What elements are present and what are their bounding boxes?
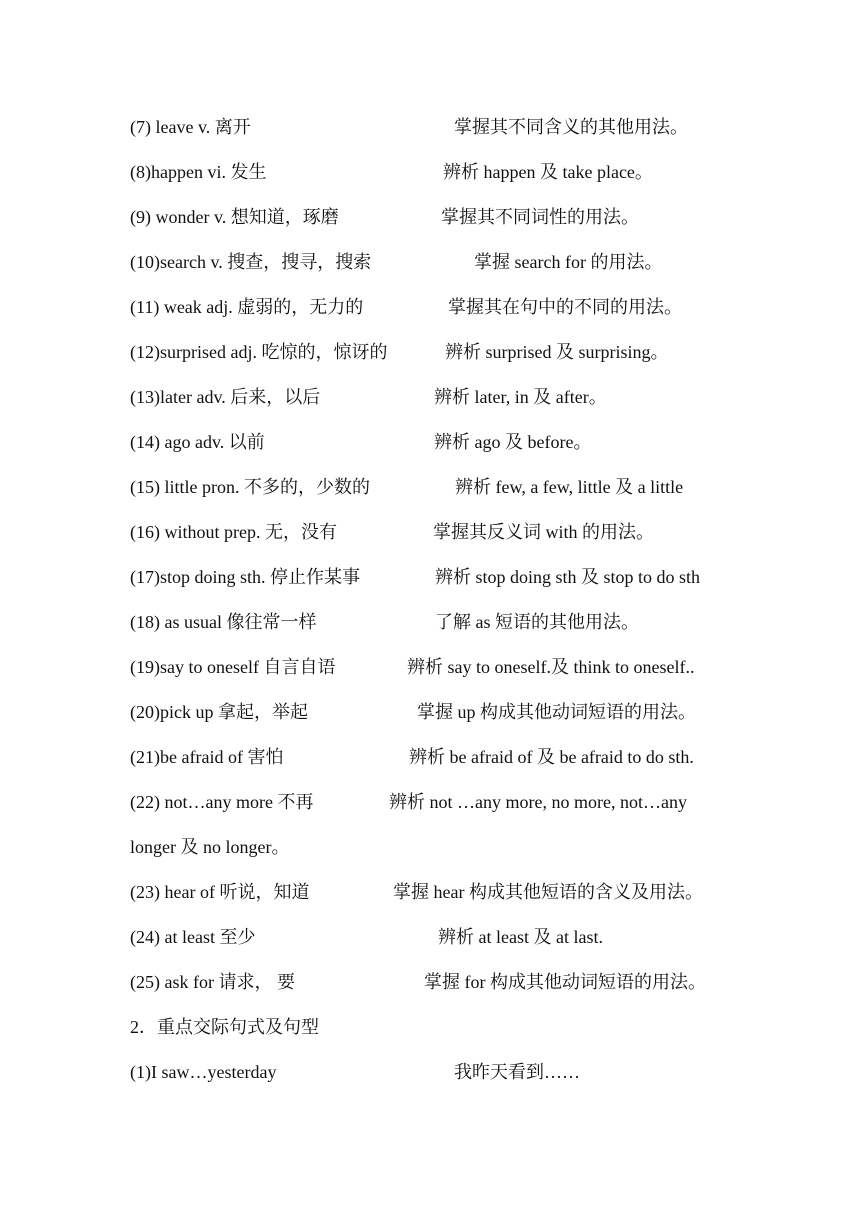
vocab-item: [130, 382, 750, 412]
vocab-term: (21)be afraid of 害怕: [130, 747, 284, 767]
vocab-term: (23) hear of 听说，知道: [130, 882, 310, 902]
vocab-item: [130, 742, 750, 772]
vocab-note: 辨析 not …any more, no more, not…any: [389, 792, 687, 812]
section-heading: [130, 1012, 750, 1042]
vocab-term: (24) at least 至少: [130, 927, 256, 947]
vocab-item: [130, 247, 750, 277]
vocab-item: [130, 472, 750, 502]
sentence-item: [130, 1057, 750, 1087]
vocab-term: (13)later adv. 后来，以后: [130, 387, 321, 407]
vocab-note: 掌握其在句中的不同的用法。: [448, 297, 682, 317]
vocab-note: 辨析 few, a few, little 及 a little: [455, 477, 684, 497]
vocab-item: [130, 112, 750, 142]
vocab-item: [130, 202, 750, 232]
vocab-item: [130, 697, 750, 727]
vocab-term: (8)happen vi. 发生: [130, 162, 267, 182]
vocab-note: 辨析 surprised 及 surprising。: [445, 342, 669, 362]
vocab-term: (10)search v. 搜查，搜寻，搜索: [130, 252, 372, 272]
vocab-term: longer 及 no longer。: [130, 837, 290, 857]
vocab-note: 辨析 stop doing sth 及 stop to do sth: [435, 567, 701, 587]
vocab-term: (19)say to oneself 自言自语: [130, 657, 336, 677]
vocab-item: [130, 877, 750, 907]
vocab-item: [130, 292, 750, 322]
vocab-term: (11) weak adj. 虚弱的，无力的: [130, 297, 364, 317]
vocab-note: 辨析 say to oneself.及 think to oneself..: [407, 657, 695, 677]
vocab-term: (15) little pron. 不多的，少数的: [130, 477, 370, 497]
vocab-term: (25) ask for 请求， 要: [130, 972, 295, 992]
vocab-note: 掌握 hear 构成其他短语的含义及用法。: [393, 882, 703, 902]
vocab-note: 掌握其不同含义的其他用法。: [454, 117, 688, 137]
vocab-term: (22) not…any more 不再: [130, 792, 314, 812]
vocab-term: (17)stop doing sth. 停止作某事: [130, 567, 361, 587]
vocab-item: [130, 967, 750, 997]
sentence-meaning: 我昨天看到……: [454, 1062, 580, 1082]
vocab-note: 辨析 at least 及 at last.: [438, 927, 603, 947]
vocab-item-continuation: [130, 832, 750, 862]
vocab-note: 掌握 up 构成其他动词短语的用法。: [417, 702, 696, 722]
vocab-note: 掌握其不同词性的用法。: [441, 207, 639, 227]
vocab-note: 掌握 for 构成其他动词短语的用法。: [424, 972, 706, 992]
vocab-item: [130, 652, 750, 682]
vocab-note: 辨析 be afraid of 及 be afraid to do sth.: [409, 747, 694, 767]
vocab-item: [130, 157, 750, 187]
vocab-note: 辨析 later, in 及 after。: [434, 387, 607, 407]
vocab-item: [130, 337, 750, 367]
vocab-note: 掌握其反义词 with 的用法。: [433, 522, 654, 542]
vocab-item: [130, 607, 750, 637]
vocab-term: (20)pick up 拿起，举起: [130, 702, 308, 722]
vocab-item: [130, 517, 750, 547]
vocab-term: (18) as usual 像往常一样: [130, 612, 317, 632]
vocab-item: [130, 562, 750, 592]
vocab-note: 辨析 ago 及 before。: [434, 432, 592, 452]
vocab-item: [130, 427, 750, 457]
sentence-pattern: (1)I saw…yesterday: [130, 1062, 277, 1082]
vocab-note: 了解 as 短语的其他用法。: [435, 612, 639, 632]
vocab-term: (7) leave v. 离开: [130, 117, 251, 137]
vocab-item: [130, 922, 750, 952]
vocab-term: (9) wonder v. 想知道，琢磨: [130, 207, 339, 227]
vocab-term: (16) without prep. 无，没有: [130, 522, 337, 542]
vocab-term: (12)surprised adj. 吃惊的，惊讶的: [130, 342, 388, 362]
vocab-note: 掌握 search for 的用法。: [474, 252, 663, 272]
vocab-item: [130, 787, 750, 817]
section-title: 2．重点交际句式及句型: [130, 1017, 319, 1037]
vocab-term: (14) ago adv. 以前: [130, 432, 265, 452]
vocab-note: 辨析 happen 及 take place。: [443, 162, 653, 182]
